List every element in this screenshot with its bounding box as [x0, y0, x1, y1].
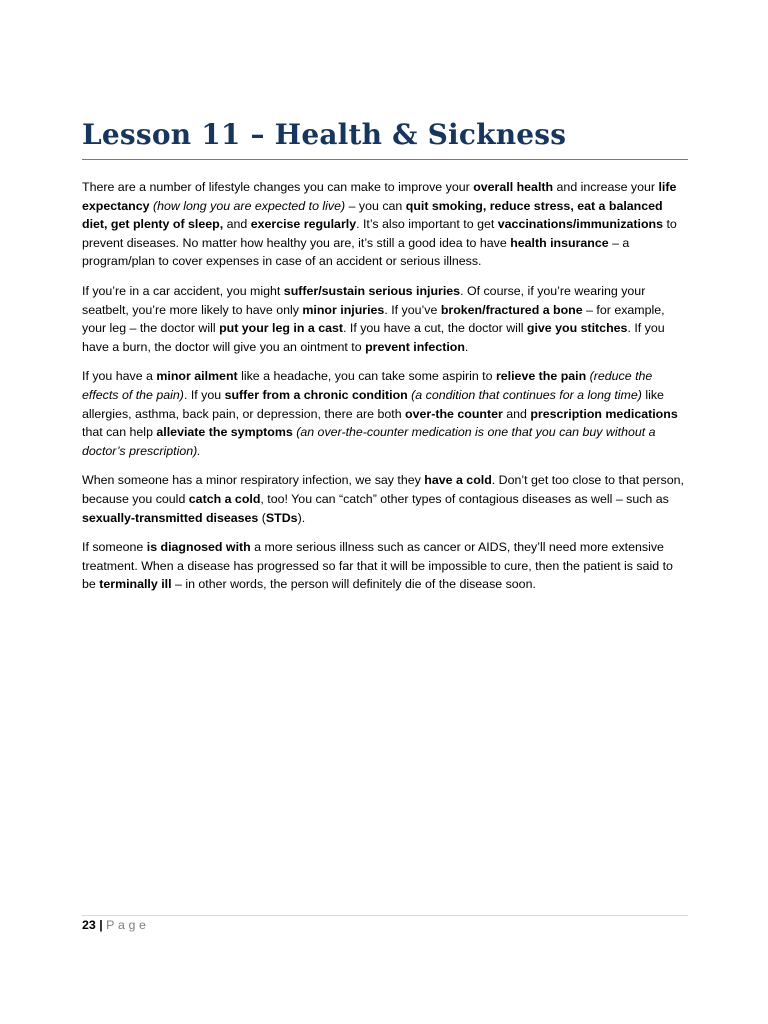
text-run: . It’s also important to get — [356, 217, 498, 232]
bold-term: health insurance — [510, 235, 609, 250]
text-run: . — [464, 339, 469, 354]
bold-term: give you stitches — [526, 321, 628, 336]
text-run: . If you — [183, 387, 225, 402]
text-run: . If you have a burn, the doctor will give you an ointment to — [82, 321, 665, 354]
text-run: like a headache, you can take some aspirin to — [237, 369, 496, 384]
paragraph-1 — [82, 178, 688, 271]
lesson-body — [82, 178, 688, 605]
italic-definition: (an over-the-counter medication is one that you can buy without a doctor’s prescription). — [82, 425, 656, 458]
text-run: . If you’ve — [384, 302, 441, 317]
bold-term: suffer from a chronic condition — [224, 387, 408, 402]
text-run: . Of course, if you’re wearing your seatbelt, you’re more likely to have only — [82, 283, 646, 317]
italic-definition: (reduce the effects of the pain) — [82, 369, 653, 402]
text-run: ). — [297, 510, 306, 525]
text-run: and — [502, 406, 531, 421]
bold-term: over-the counter — [405, 406, 503, 421]
bold-term: catch a cold — [188, 491, 261, 506]
bold-term: minor ailment — [156, 369, 238, 384]
bold-term: is diagnosed with — [146, 540, 251, 555]
text-run: to prevent diseases. No matter how healthy you are, it’s still a good idea to have — [82, 217, 677, 250]
bold-term: relieve the pain — [495, 369, 587, 384]
text-run: . If you have a cut, the doctor will — [343, 321, 527, 336]
text-run: – you can — [345, 198, 406, 213]
text-run: When someone has a minor respiratory infection, we say they — [82, 473, 425, 488]
text-run: ( — [258, 510, 266, 525]
bold-term: put your leg in a cast — [219, 321, 343, 336]
text-run: that can help — [82, 425, 157, 440]
bold-term: broken/fractured a bone — [440, 302, 583, 317]
bold-term: prevent infection — [365, 339, 465, 354]
footer-separator: | — [99, 918, 103, 932]
text-run: and increase your — [553, 180, 659, 194]
text-run: There are a number of lifestyle changes you can make to improve your — [82, 180, 474, 194]
text-run: like allergies, asthma, back pain, or depression, there are both — [82, 387, 664, 421]
bold-term: suffer/sustain serious injuries — [283, 283, 461, 298]
bold-term: alleviate the symptoms — [156, 425, 293, 440]
bold-term: overall health — [473, 180, 554, 194]
text-run: If someone — [82, 540, 147, 555]
bold-term: vaccinations/immunizations — [497, 217, 664, 232]
text-run: and — [223, 217, 251, 232]
text-run: a more serious illness such as cancer or AIDS, they’ll need more extensive treatment. When a disease has progressed so far that it will be impossible to cure, then the patient is said to be — [82, 540, 673, 592]
paragraph-4 — [82, 471, 688, 527]
text-run: , too! You can “catch” other types of contagious diseases as well – such as — [260, 491, 669, 506]
paragraph-3 — [82, 367, 688, 460]
paragraph-2 — [82, 282, 688, 356]
bold-term: have a cold — [424, 473, 492, 488]
text-run: – a program/plan to cover expenses in case of an accident or serious illness. — [82, 235, 630, 269]
bold-term: terminally ill — [99, 577, 172, 592]
page-footer — [82, 918, 150, 932]
bold-term: sexually-transmitted diseases — [82, 510, 259, 525]
italic-definition: (how long you are expected to live) — [149, 198, 346, 213]
bold-term: minor injuries — [302, 302, 385, 317]
text-run: If you have a — [82, 369, 157, 384]
text-run: If you’re in a car accident, you might — [82, 283, 284, 298]
text-run: – in other words, the person will definitely die of the disease soon. — [171, 577, 536, 592]
bold-term: prescription medications — [530, 406, 678, 421]
bold-term: exercise regularly — [250, 217, 357, 232]
text-run: – for example, your leg – the doctor will — [82, 302, 665, 336]
bold-term: quit smoking, reduce stress, eat a balanced diet, get plenty of sleep, — [82, 198, 663, 232]
page-title: Lesson 11 – Health & Sickness — [82, 118, 567, 151]
paragraph-5 — [82, 538, 688, 594]
title-underline — [82, 159, 688, 160]
text-run: . Don’t get too close to that person, because you could — [82, 473, 684, 506]
footer-divider — [82, 915, 688, 916]
page-label: Page — [106, 918, 150, 932]
bold-term: STDs — [265, 510, 298, 525]
italic-definition: (a condition that continues for a long time) — [407, 387, 642, 402]
bold-term: life expectancy — [82, 180, 677, 213]
page-number: 23 — [82, 918, 96, 932]
